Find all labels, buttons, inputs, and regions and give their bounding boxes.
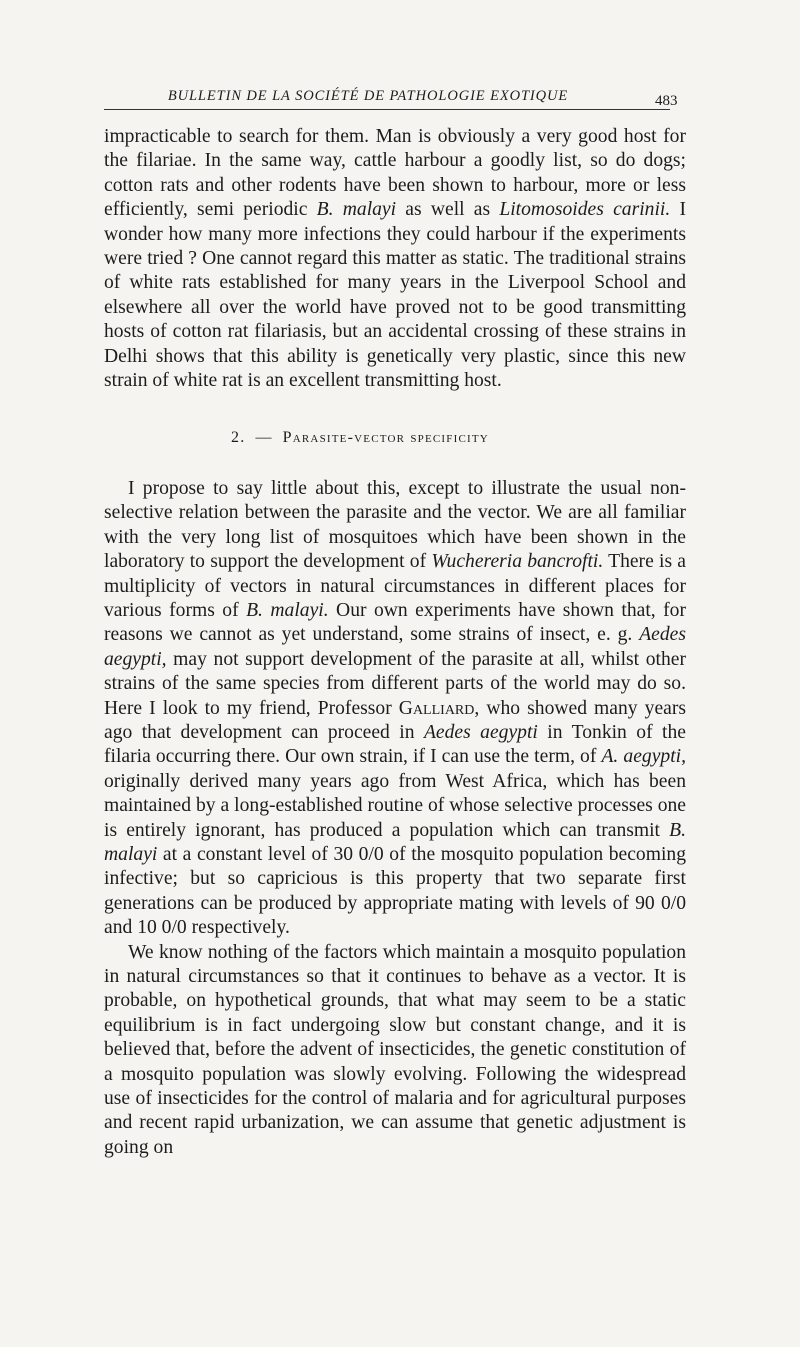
text-run: as well as xyxy=(396,199,500,221)
text-run: I propose to say little about this, except to illustrate the usual non-selective relation between the parasite and the vector. We are all familiar with the very long list of mosquitoes which have been shown in the laboratory to support the development of xyxy=(104,477,686,573)
italic-run: Aedes aegypti, xyxy=(104,624,686,670)
text-run: I wonder how many more infections they could harbour if the experiments were tried ? One cannot regard this matter as static. The traditional strains of white rats established for many years in the Liverpool School and elsewhere all over the world have proved not to be good transmitting hosts of cotton rat filariasis, but an accidental crossing of these strains in Delhi shows that this ability is genetically very plastic, since this new strain of white rat is an excellent transmitting host. xyxy=(104,199,686,392)
text-run: Our own experiments have shown that, for reasons we cannot as yet understand, some strains of insect, e. g. xyxy=(104,599,686,646)
text-run: There is a multiplicity of vectors in natural circumstances in different places for various forms of xyxy=(104,551,686,621)
italic-run: A. aegypti, xyxy=(601,746,686,768)
text-run: in Tonkin of the filaria occurring there. Our own strain, if I can use the term, of xyxy=(104,721,686,768)
italic-run: B. malayi. xyxy=(246,599,329,621)
italic-run: B. malayi xyxy=(104,819,686,865)
text-run: , who showed many years ago that development can proceed in xyxy=(104,697,686,743)
text-run: impracticable to search for them. Man is obviously a very good host for the filariae. In the same way, cattle harbour a goodly list, so do dogs; cotton rats and other rodents have been shown to harbour, more or less efficiently, semi periodic xyxy=(104,126,686,221)
paragraph-3 xyxy=(104,941,686,1161)
italic-run: Wuchereria bancrofti. xyxy=(431,551,604,573)
text-run: originally derived many years ago from West Africa, which has been maintained by a long-established routine of whose selective processes one is entirely ignorant, has produced a population which can transmit xyxy=(104,770,686,841)
section-title: Parasite-vector specificity xyxy=(282,429,489,447)
header-rule xyxy=(104,109,670,110)
text-run: may not support development of the parasite at all, whilst other strains of the same species from different parts of the world may do so. Here I look to my friend, Professor xyxy=(104,648,686,719)
italic-run: Litomosoides carinii. xyxy=(499,199,671,221)
section-number: 2. xyxy=(231,429,246,447)
paragraph-1 xyxy=(104,125,686,393)
text-run: We know nothing of the factors which maintain a mosquito population in natural circumstances so that it continues to behave as a vector. It is probable, on hypothetical grounds, that what may seem to be a static equilibrium is in fact undergoing slow but constant change, and it is believed that, before the advent of insecticides, the genetic constitution of a mosquito population was slowly evolving. Following the widespread use of insecticides for the control of malaria and for agricultural purposes and recent rapid urbanization, we can assume that genetic adjustment is going on xyxy=(104,941,686,1158)
italic-run: B. malayi xyxy=(316,199,397,221)
body-text xyxy=(104,125,686,1160)
name-smallcaps-run: Galliard xyxy=(398,697,475,719)
section-heading xyxy=(104,426,686,450)
section-dash: — xyxy=(255,429,273,447)
italic-run: Aedes aegypti xyxy=(423,721,538,743)
text-run: at a constant level of 30 0/0 of the mosquito population becoming infective; but so capricious is this property that two separate first generations can be produced by appropriate mating with levels of 90 0/0 and 10 0/0 respectively. xyxy=(104,843,686,939)
running-head: BULLETIN DE LA SOCIÉTÉ DE PATHOLOGIE EXOTIQUE xyxy=(167,88,569,104)
page-number: 483 xyxy=(655,93,678,109)
paragraph-2 xyxy=(104,477,686,941)
